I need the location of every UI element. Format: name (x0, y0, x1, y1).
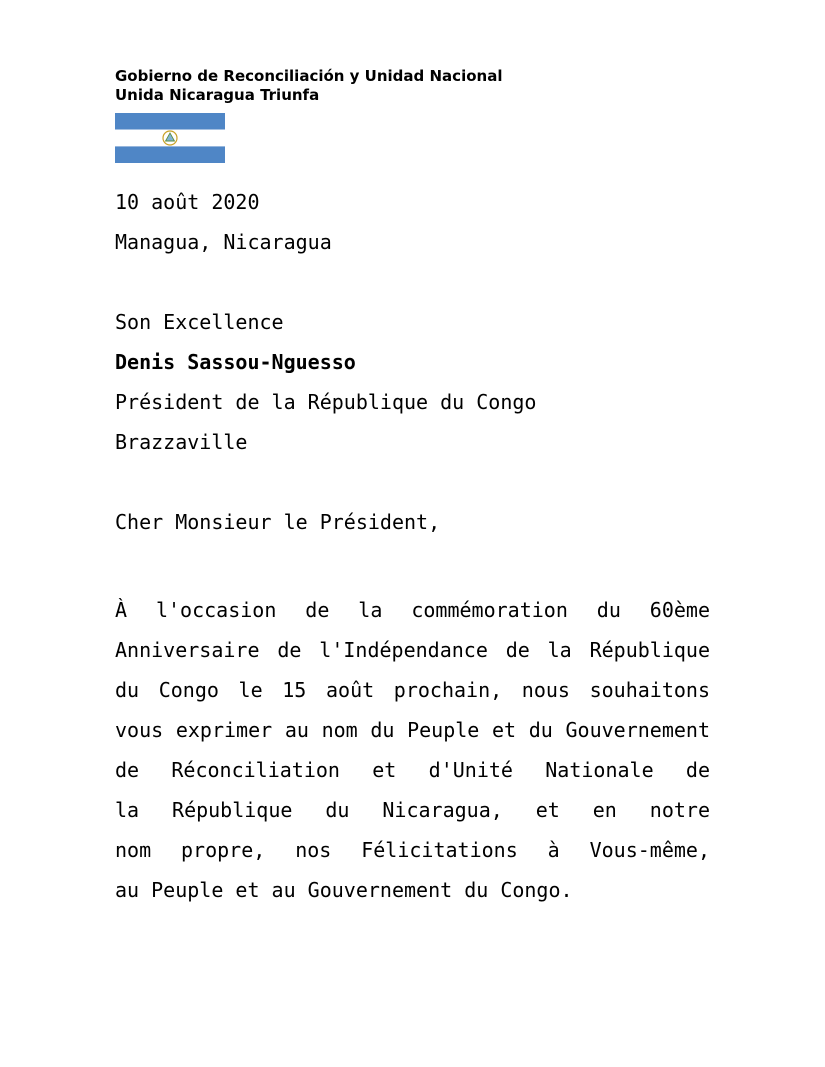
recipient-city: Brazzaville (115, 430, 248, 454)
recipient-position: Président de la République du Congo (115, 390, 537, 414)
letterhead (115, 67, 502, 105)
letter-date: 10 août 2020 (115, 190, 260, 214)
body-line: la République du Nicaragua, et en notre (115, 798, 710, 822)
letter-body (115, 590, 710, 910)
body-line: du Congo le 15 août prochain, nous souhaitons (115, 678, 710, 702)
letterhead-government-name: Gobierno de Reconciliación y Unidad Nacional (115, 67, 503, 85)
body-line: au Peuple et au Gouvernement du Congo. (115, 878, 573, 902)
body-line: nom propre, nos Félicitations à Vous-même, (115, 838, 710, 862)
body-line: vous exprimer au nom du Peuple et du Gouvernement (115, 718, 710, 742)
letterhead-slogan: Unida Nicaragua Triunfa (115, 86, 320, 104)
letter-place: Managua, Nicaragua (115, 230, 332, 254)
nicaragua-flag-icon (115, 113, 225, 163)
body-line: À l'occasion de la commémoration du 60ème (115, 598, 710, 622)
recipient-honorific: Son Excellence (115, 310, 284, 334)
letter-greeting: Cher Monsieur le Président, (115, 510, 441, 534)
body-line: Anniversaire de l'Indépendance de la République (115, 638, 710, 662)
body-line: de Réconciliation et d'Unité Nationale de (115, 758, 710, 782)
recipient-name: Denis Sassou-Nguesso (115, 350, 356, 374)
